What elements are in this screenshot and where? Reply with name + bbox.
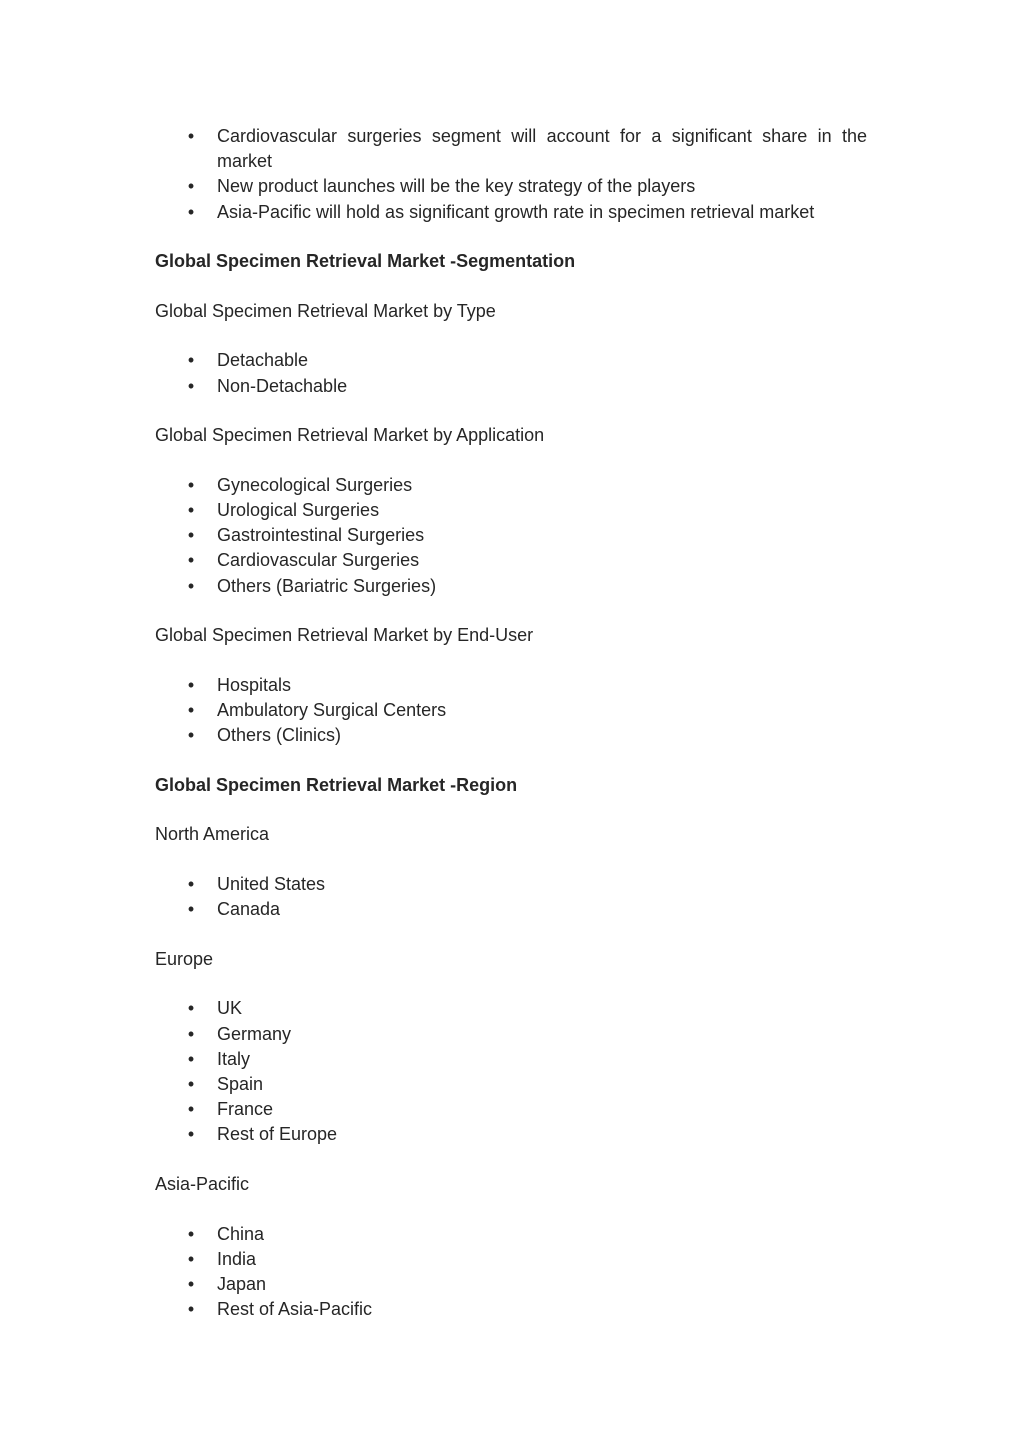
- list-item: • Detachable: [155, 348, 867, 373]
- bullet-icon: •: [187, 674, 195, 695]
- list-item: • Gastrointestinal Surgeries: [155, 523, 867, 548]
- bullet-icon: •: [187, 201, 195, 222]
- bullet-icon: •: [187, 1099, 195, 1120]
- bullet-icon: •: [187, 499, 195, 520]
- bullet-icon: •: [187, 525, 195, 546]
- list-item: • Canada: [155, 897, 867, 922]
- by-type-title: Global Specimen Retrieval Market by Type: [155, 300, 496, 321]
- list-item: • France: [155, 1097, 867, 1122]
- document-page: [155, 124, 867, 1322]
- list-item: • China: [155, 1222, 867, 1247]
- list-item: • UK: [155, 996, 867, 1021]
- bullet-icon: •: [187, 873, 195, 894]
- list-item: • Italy: [155, 1047, 867, 1072]
- list-item: • Rest of Asia-Pacific: [155, 1297, 867, 1322]
- list-item: • Asia-Pacific will hold as significant growth rate in specimen retrieval market: [155, 200, 867, 225]
- bullet-icon: •: [187, 1273, 195, 1294]
- bullet-icon: •: [187, 176, 195, 197]
- bullet-icon: •: [187, 474, 195, 495]
- list-item: • Others (Clinics): [155, 723, 867, 748]
- bullet-icon: •: [187, 1073, 195, 1094]
- list-item: • Non-Detachable: [155, 374, 867, 399]
- list-item: • United States: [155, 872, 867, 897]
- list-item: • Germany: [155, 1022, 867, 1047]
- intro-bullet-list: [155, 124, 867, 225]
- by-type-list: [155, 348, 867, 398]
- bullet-icon: •: [187, 725, 195, 746]
- by-end-user-title: Global Specimen Retrieval Market by End-User: [155, 625, 534, 646]
- list-item: • New product launches will be the key strategy of the players: [155, 174, 867, 199]
- bullet-icon: •: [187, 126, 195, 146]
- by-application-list: [155, 473, 867, 599]
- region-heading: Global Specimen Retrieval Market -Region: [155, 774, 518, 795]
- north-america-list: [155, 872, 867, 922]
- europe-list: [155, 996, 867, 1147]
- bullet-icon: •: [187, 550, 195, 571]
- segmentation-heading: Global Specimen Retrieval Market -Segmentation: [155, 251, 576, 272]
- bullet-icon: •: [187, 1248, 195, 1269]
- north-america-title: North America: [155, 824, 270, 845]
- list-item: • Japan: [155, 1272, 867, 1297]
- bullet-icon: •: [187, 375, 195, 396]
- bullet-icon: •: [187, 899, 195, 920]
- asia-pacific-title: Asia-Pacific: [155, 1173, 250, 1194]
- list-item: • Hospitals: [155, 673, 867, 698]
- bullet-icon: •: [187, 1048, 195, 1069]
- bullet-icon: •: [187, 350, 195, 371]
- europe-title: Europe: [155, 948, 214, 969]
- list-item: • Gynecological Surgeries: [155, 473, 867, 498]
- list-item: • Cardiovascular surgeries segment will account for a significant share in the market: [187, 126, 867, 172]
- list-item: • Others (Bariatric Surgeries): [155, 574, 867, 599]
- list-item: • Urological Surgeries: [155, 498, 867, 523]
- list-item: • Spain: [155, 1072, 867, 1097]
- bullet-icon: •: [187, 1023, 195, 1044]
- bullet-icon: •: [187, 1299, 195, 1320]
- list-item: • Ambulatory Surgical Centers: [155, 698, 867, 723]
- by-end-user-list: [155, 673, 867, 749]
- bullet-icon: •: [187, 575, 195, 596]
- list-item: • India: [155, 1247, 867, 1272]
- list-item: • Rest of Europe: [155, 1122, 867, 1147]
- bullet-icon: •: [187, 699, 195, 720]
- asia-pacific-list: [155, 1222, 867, 1323]
- by-application-title: Global Specimen Retrieval Market by Application: [155, 425, 545, 446]
- bullet-icon: •: [187, 1124, 195, 1145]
- bullet-icon: •: [187, 1223, 195, 1244]
- bullet-icon: •: [187, 998, 195, 1019]
- list-item: • Cardiovascular Surgeries: [155, 548, 867, 573]
